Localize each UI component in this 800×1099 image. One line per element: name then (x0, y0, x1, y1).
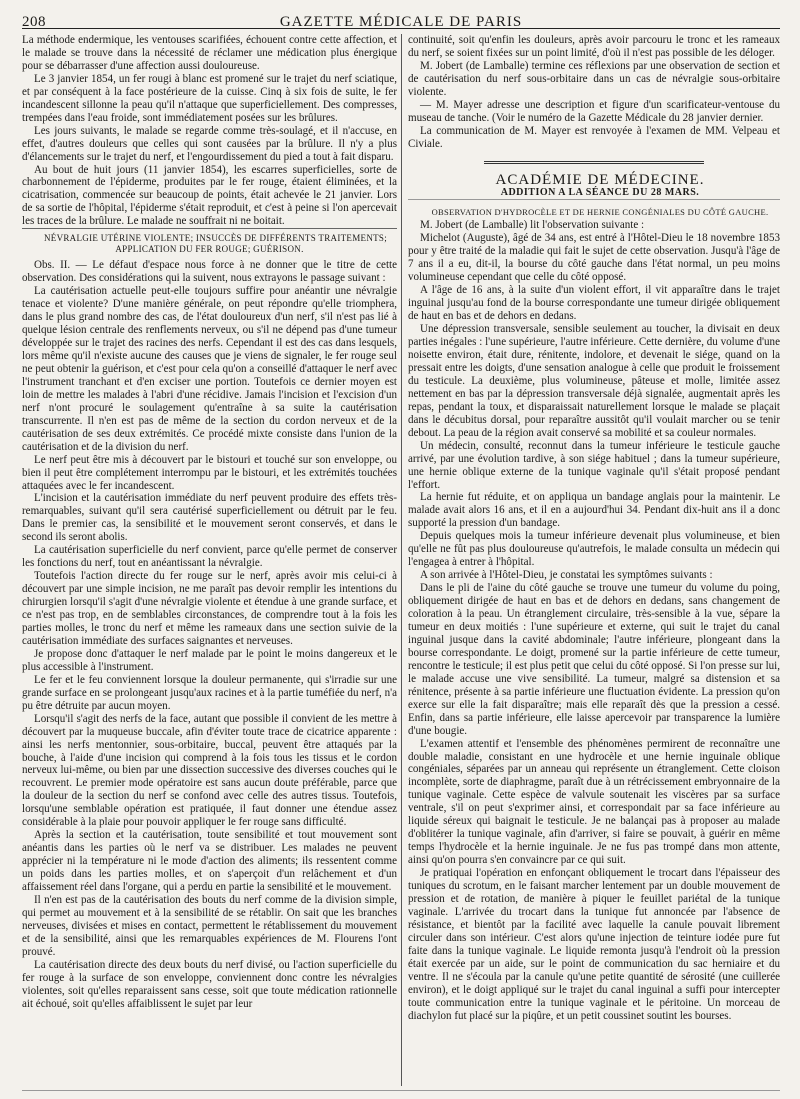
paragraph: Obs. II. — Le défaut d'espace nous force à ne donner que le titre de cette observation. Des considérations qui la suivent, nous extrayons le passage suivant : (22, 259, 397, 285)
paragraph: La cautérisation superficielle du nerf convient, parce qu'elle permet de conserver les fonctions du nerf, tout en anéantissant la névralgie. (22, 544, 397, 570)
paragraph: Le nerf peut être mis à découvert par le bistouri et touché sur son enveloppe, ou bien il peut être complétement interrompu par le bistouri, et les extrémités touchées attaquées avec le fer incandescent. (22, 453, 397, 492)
paragraph: M. Jobert (de Lamballe) termine ces réflexions par une observation de section et de cautérisation du nerf sous-orbitaire dans un cas de névralgie sous-orbitaire violente. (408, 59, 780, 98)
journal-title: GAZETTE MÉDICALE DE PARIS (279, 14, 523, 30)
paragraph: La méthode endermique, les ventouses scarifiées, échouent contre cette affection, et le malade se trouve dans la nécessité de réclamer une médication plus énergique pour se débarrasser d'une affection aussi douloureuse. (22, 34, 397, 72)
column-divider (401, 34, 402, 1086)
paragraph: Une dépression transversale, sensible seulement au toucher, la divisait en deux parties inégales : l'une supérieure, l'autre inférieure. Cette dernière, du volume d'une noisette environ, était dure, rénitente, indolore, et devenait le siége, quand on la pressait entre les doigts, d'une sensation analogue à celle que produit le froissement du testicule. La deuxième, plus volumineuse, pâteuse et molle, limitée assez nettement en bas par la dépression transversale déjà signalée, augmentait après les repas, pendant la toux, et disparaissait naturellement lorsque le malade se plaçait dans le décubitus dorsal, pour reparaître aussitôt qu'il voulait marcher ou se tenir debout. La peau de la région avait conservé sa mobilité et sa couleur normales. (408, 323, 780, 439)
section-heading: NÉVRALGIE UTÉRINE VIOLENTE; INSUCCÈS DE DIFFÉRENTS TRAITEMENTS; APPLICATION DU FER ROUGE; GUÉRISON. (22, 228, 397, 259)
paragraph: Au bout de huit jours (11 janvier 1854), les escarres superficielles, sorte de charbonnement de l'épiderme, produites par le fer rouge, étaient éliminées, et la cicatrisation, commencée sur beaucoup de points, était achevée le 21 janvier. Lors de sa sortie de l'hôpital, l'épiderme s'était reproduit, et c'est à peine si l'on apercevait les traces de la brûlure. Le malade ne souffrait ni ne boitait. (22, 163, 397, 228)
paragraph: Le fer et le feu conviennent lorsque la douleur permanente, qui s'irradie sur une grande surface en se prolongeant jusqu'aux racines et à la partie tuméfiée du nerf, n'a pu être détruite par aucun moyen. (22, 673, 397, 712)
paragraph: A son arrivée à l'Hôtel-Dieu, je constatai les symptômes suivants : (420, 569, 713, 582)
academie-heading: ACADÉMIE DE MÉDECINE. (495, 171, 705, 188)
paragraph: La cautérisation directe des deux bouts du nerf divisé, ou l'action superficielle du fer rouge à la surface de son enveloppe, conviennent donc contre les névralgies violentes, soit qu'elles reparaissent sans cesse, soit que toute médication rationnelle ait échoué, soit qu'elles affaiblissent le sujet par leur (22, 958, 397, 1010)
section-rule (484, 161, 704, 164)
footer-rule (22, 1090, 780, 1091)
paragraph: Depuis quelques mois la tumeur inférieure devenait plus volumineuse, et bien qu'elle ne fût pas plus douloureuse qu'autrefois, le malade consulta un médecin qui l'engagea à entrer à l'hôpital. (408, 530, 780, 569)
paragraph: La cautérisation actuelle peut-elle toujours suffire pour anéantir une névralgie tenace et violente? D'une manière générale, on peut répondre qu'elle triomphera, dans le plus grand nombre des cas, de l'état douloureux d'un nerf, s'il n'est pas lié à quelque lésion centrale des renflements nerveux, ou s'il ne dépend pas d'une tumeur développée sur le trajet des racines des nerfs. Cependant il est des cas dans lesquels, lors même qu'il n'existe aucune des causes que je viens de signaler, le fer rouge seul ne peut obtenir la guérison, et c'est pour cela qu'on a conseillé d'attaquer le nerf avec l'instrument tranchant et d'en exciser une portion. Toutefois ce dernier moyen est loin de mettre les malades à l'abri d'une récidive. Jamais l'incision et l'excision d'un nerf n'ont procuré le soulagement qu'entraîne à sa suite la cautérisation transcurrente. Il n'en est pas de même de la section du cordon nerveux et de la cautérisation de ses deux extrémités. Ce procédé mixte consiste dans l'union de la cautérisation et de la division du nerf. (22, 285, 397, 453)
session-heading: ADDITION A LA SÉANCE DU 28 MARS. (500, 186, 700, 198)
paragraph: Michelot (Auguste), âgé de 34 ans, est entré à l'Hôtel-Dieu le 18 novembre 1853 pour y être traité de la maladie qui fait le sujet de cette observation. Jusqu'à l'âge de 7 ans il a eu, dit-il, la bourse du côté gauche dans l'état normal, un peu moins volumineuse cependant que celle du côté opposé. (408, 232, 780, 284)
left-column (22, 34, 397, 1086)
right-column (408, 34, 780, 1086)
paragraph: Il n'en est pas de la cautérisation des bouts du nerf comme de la division simple, qui permet au mouvement et à la sensibilité de se rétablir. On sait que les branches nerveuses, divisées et mises en contact, permettent le rétablissement du mouvement et de la sensibilité, ainsi que les remarquables expériences de M. Flourens l'ont prouvé. (22, 894, 397, 958)
paragraph: La hernie fut réduite, et on appliqua un bandage anglais pour la maintenir. Le malade avait alors 16 ans, et il en a aujourd'hui 34. Pendant dix-huit ans il a donc supporté la pression d'un bandage. (408, 491, 780, 530)
header-rule (22, 28, 780, 29)
paragraph: A l'âge de 16 ans, à la suite d'un violent effort, il vit apparaître dans le trajet inguinal jusqu'au fond de la bourse correspondante une tumeur dirigée obliquement de haut en bas et de dehors en dedans. (408, 284, 780, 323)
paragraph: L'incision et la cautérisation immédiate du nerf peuvent produire des effets très-remarquables, suivant qu'il sera cautérisé superficiellement ou détruit par le feu. Dans le premier cas, la sensibilité et le mouvement seront conservés, et dans le second ils seront abolis. (22, 492, 397, 544)
paragraph: Après la section et la cautérisation, toute sensibilité et tout mouvement sont anéantis dans les parties où le nerf va se distribuer. Les malades ne peuvent apprécier ni la température ni le mode d'action des aliments; ils ressentent comme un poids dans les parties molles, et on s'aperçoit d'un relâchement et d'un affaissement réel dans l'organe, qui a perdu en partie la sensibilité et le mouvement. (22, 829, 397, 894)
paragraph: Un médecin, consulté, reconnut dans la tumeur inférieure le testicule gauche arrivé, par une évolution tardive, à son siége habituel ; dans la tumeur supérieure, une hernie oblique externe de la tunique vaginale qu'il s'était proposé pendant l'effort. (408, 439, 780, 491)
page-number: 208 (22, 14, 46, 30)
paragraph: Je pratiquai l'opération en enfonçant obliquement le trocart dans l'épaisseur des tuniques du scrotum, en le faisant marcher lentement par un double mouvement de pression et de rotation, de manière à piquer le feuillet pariétal de la tunique vaginale. L'arrivée du trocart dans la tunique fut annoncée par l'absence de résistance, et bientôt par la facilité avec laquelle la canule pouvait librement circuler dans son intérieur. C'est alors qu'une injection de teinture iodée pure fut faite dans la tunique vaginale. Le liquide remonta jusqu'à l'endroit où la pression était exercée par un aide, sur le point de communication du sac herniaire et du ventre. Il ne s'écoula par la canule qu'une petite quantité de sérosité (une cuillerée environ), et le doigt appliqué sur le trajet du canal inguinal a suffi pour intercepter toute communication entre la tunique vaginale et le péritoine. Un morceau de diachylon fut placé sur la piqûre, et un petit coussinet soutint les bourses. (408, 867, 780, 1022)
paragraph: Dans le pli de l'aine du côté gauche se trouve une tumeur du volume du poing, obliquement dirigée de haut en bas et de dehors en dedans, sans changement de coloration à la peau. Un étranglement circulaire, très-sensible à la vue, sépare la tumeur en deux moitiés : l'une supérieure et externe, qui suit le trajet du canal inguinal jusque dans la cavité abdominale; l'autre inférieure, plongeant dans la bourse correspondante. Le doigt, promené sur la partie inférieure de cette tumeur, rencontre le testicule; il est plus petit que celui du côté opposé. Si l'on presse sur lui, le malade accuse une vive sensibilité. La tumeur, malgré sa distension et sa rénitence, présente à sa partie inférieure une fluctuation évidente. La pression qu'on exerce sur elle la fait disparaître; mais elle reparaît dès que la pression a cessé. Enfin, dans sa partie inférieure, elle laisse apercevoir par transparence la lumière d'une bougie. (408, 582, 780, 737)
paragraph: La communication de M. Mayer est renvoyée à l'examen de MM. Velpeau et Civiale. (408, 124, 780, 150)
paragraph: L'examen attentif et l'ensemble des phénomènes permirent de reconnaître une double maladie, consistant en une hydrocèle et une hernie inguinale oblique congéniales, séparées par un anneau qui représente un étranglement. Cette cloison incomplète, sorte de diaphragme, paraît due à un rétrécissement embryonnaire de la tunique vaginale. Cette espèce de valvule soutenait les viscères par sa surface ventrale, s'il on peut s'exprimer ainsi, et correspondait par sa face inférieure au liquide séreux qui baignait le testicule. Je ne balançai pas à proposer au malade d'oblitérer la tunique vaginale, afin d'arriver, si faire se pouvait, à guérir en même temps l'hydrocèle et la hernie inguinale. Je ne fus pas trompé dans mon attente, ainsi qu'on pourra s'en convaincre par ce qui suit. (408, 737, 780, 867)
paragraph: Le 3 janvier 1854, un fer rougi à blanc est promené sur le trajet du nerf sciatique, et par conséquent à la face postérieure de la cuisse. Cinq à six fois de suite, le fer incandescent sillonne la peau qu'il n'attaque que superficiellement. Des compresses, trempées dans l'eau froide, sont immédiatement posées sur les brûlures. (22, 72, 397, 124)
paragraph: Je propose donc d'attaquer le nerf malade par le point le moins dangereux et le plus accessible à l'instrument. (22, 647, 397, 673)
paragraph: Lorsqu'il s'agit des nerfs de la face, autant que possible il convient de les mettre à découvert par la muqueuse buccale, afin d'éviter toute trace de cicatrice apparente : ainsi les nerfs mentonnier, sous-orbitaire, buccal, peuvent être attaqués par la bouche, à l'aide d'une incision qui comprend à la fois tous les tissus et le cordon nerveux lui-même, ou bien par une dissection successive des diverses couches qui le recouvrent. Le premier mode opératoire est sans aucun doute préférable, parce que la douleur de la section du nerf se confond avec celle des autres tissus. Toutefois, lorsqu'une semblable opération est pratiquée, il faut donner une étendue assez considérable à la plaie pour pouvoir appliquer le fer rouge sans difficulté. (22, 712, 397, 829)
paragraph: Les jours suivants, le malade se regarde comme très-soulagé, et il n'accuse, en effet, d'autres douleurs que celles qui sont causées par la brûlure. Il n'y a plus d'élancements sur le trajet du nerf, et l'engourdissement du pied a tout à fait disparu. (22, 124, 397, 163)
observation-heading: OBSERVATION D'HYDROCÈLE ET DE HERNIE CONGÉNIALES DU CÔTÉ GAUCHE. (408, 199, 780, 219)
paragraph: Toutefois l'action directe du fer rouge sur le nerf, après avoir mis celui-ci à découvert par une simple incision, ne me paraît pas devoir remplir les intentions du chirurgien lorsqu'il s'agit d'une névralgie violente et étendue à une grande surface, et ce n'est pas trop, en de semblables circonstances, de comprendre tout à la fois les parties molles, le tronc du nerf et même les rameaux dans une section suivie de la cautérisation immédiate des surfaces saignantes et nerveuses. (22, 570, 397, 647)
running-header (22, 6, 780, 30)
paragraph: continuité, soit qu'enfin les douleurs, après avoir parcouru le tronc et les rameaux du nerf, se soient fixées sur un point limité, d'où il n'est pas possible de les déloger. (408, 34, 780, 59)
paragraph: — M. Mayer adresse une description et figure d'un scarificateur-ventouse du museau de tanche. (Voir le numéro de la Gazette Médicale du 28 janvier dernier. (408, 98, 780, 124)
paragraph: M. Jobert (de Lamballe) lit l'observation suivante : (420, 219, 645, 232)
